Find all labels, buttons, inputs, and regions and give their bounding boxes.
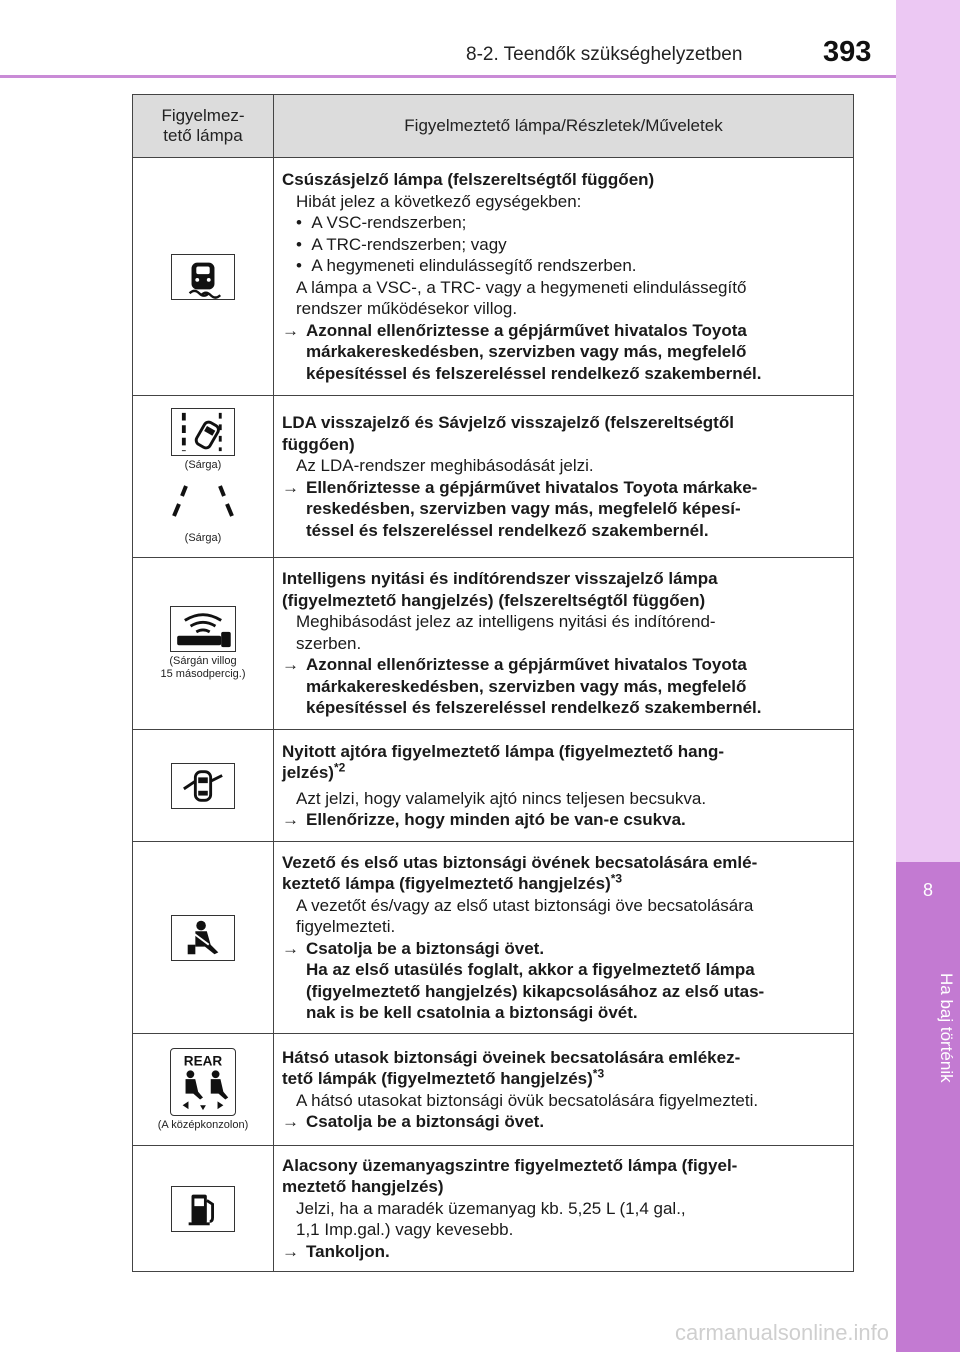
lamp-title: Hátsó utasok biztonsági öveinek becsatolására emlékez- (282, 1047, 741, 1067)
smart-key-icon (170, 606, 236, 652)
column-header-lamp: Figyelmez- tető lámpa (133, 95, 274, 158)
list-item: • A TRC-rendszerben; vagy (296, 234, 507, 254)
rear-seatbelt-icon (170, 1048, 236, 1116)
lamp-title: Vezető és első utas biztonsági övének becsatolására emlé- (282, 852, 758, 872)
lamp-caption: (A középkonzolon) (157, 1118, 249, 1131)
chapter-title: Ha baj történik (937, 973, 956, 1083)
table-row (133, 1034, 854, 1146)
lamp-title: Nyitott ajtóra figyelmeztető lámpa (figyelmeztető hang- (282, 741, 725, 761)
action-text: → Azonnal ellenőriztesse a gépjárművet hivatalos Toyota (282, 655, 747, 675)
lane-lines-icon (170, 478, 236, 524)
seatbelt-icon (171, 915, 235, 961)
lamp-cell (133, 396, 274, 558)
section-title: 8-2. Teendők szükséghelyzetben (466, 44, 743, 65)
warning-lamp-table (132, 94, 854, 1272)
slip-indicator-icon (171, 254, 235, 300)
lamp-title: Intelligens nyitási és indítórendszer visszajelző lámpa (282, 569, 718, 589)
lamp-description: Csúszásjelző lámpa (felszereltségtől függően) Hibát jelez a következő egységekben: • A VSC-rendszerben; • A TRC-rendszerben; vagy • A hegymeneti elindulássegítő rendszerben. A lámpa a VSC-, a TRC- vagy a hegymeneti elindulássegítő rendszer működésekor villog. → Azonnal ellenőriztesse a gépjárművet hivatalos Toyota márkakereskedésben, szervizben vagy más, megfelelő képesítéssel és felszereléssel rendelkező szakembernél. (274, 158, 854, 396)
table-row (133, 1146, 854, 1272)
sidebar-chapter-tab[interactable] (896, 862, 960, 1352)
lda-car-icon (171, 408, 235, 456)
footnote-marker: *2 (333, 760, 346, 775)
action-text: → Csatolja be a biztonsági övet. (282, 1112, 545, 1131)
lamp-caption: (Sárga) (184, 532, 222, 544)
lamp-description: Hátsó utasok biztonsági öveinek becsatolására emlékez- tető lámpák (figyelmeztető hangjelzés)$^{*3}$ A hátsó utasokat biztonsági övük becsatolására figyelmezteti. → Csatolja be a biztonsági övet. (274, 1034, 854, 1146)
lamp-cell (133, 158, 274, 396)
table-row (133, 730, 854, 842)
page-header (0, 0, 896, 80)
action-text: → Ellenőriztesse a gépjárművet hivatalos Toyota márkake- (282, 477, 758, 497)
list-item: • A hegymeneti elindulássegítő rendszerben. (296, 256, 637, 275)
action-text: → Tankoljon. (282, 1241, 390, 1261)
table-row (133, 842, 854, 1034)
table-row (133, 558, 854, 730)
lamp-cell (133, 1034, 274, 1146)
lamp-description: Alacsony üzemanyagszintre figyelmeztető lámpa (figyel- meztető hangjelzés) Jelzi, ha a maradék üzemanyag kb. 5,25 L (1,4 gal., 1,1 Imp.gal.) vagy kevesebb. → Tankoljon. (274, 1146, 854, 1272)
sidebar-tab-background (896, 0, 960, 862)
chapter-number: 8 (922, 880, 933, 900)
lamp-caption: (Sárga) (184, 459, 222, 471)
lamp-description: Vezető és első utas biztonsági övének becsatolására emlé- keztető lámpa (figyelmeztető hangjelzés)$^{*3}$ A vezetőt és/vagy az első utast biztonsági öve becsatolására figyelmezteti. → Csatolja be a biztonsági övet. Ha az első utasülés foglalt, akkor a figyelmeztető lámpa (figyelmeztető hangjelzés) kikapcsolásához az első utas- nak is be kell csatolnia a biztonsági övét. (274, 842, 854, 1034)
lamp-cell (133, 730, 274, 842)
table-header-row (133, 95, 854, 158)
lamp-cell (133, 1146, 274, 1272)
lamp-caption: (Sárgán villog 15 másodpercig.) (160, 655, 246, 680)
column-header-details: Figyelmeztető lámpa/Részletek/Műveletek (274, 95, 854, 158)
header-divider (0, 75, 896, 78)
fuel-pump-icon (171, 1186, 235, 1232)
footnote-marker: *3 (610, 871, 623, 886)
table-row (133, 158, 854, 396)
lamp-description: LDA visszajelző és Sávjelző visszajelző (felszereltségtől függően) Az LDA-rendszer meghibásodását jelzi. → Ellenőriztesse a gépjárművet hivatalos Toyota márkake- reskedésben, szervizben vagy más, megfelelő képesí- téssel és felszereléssel rendelkező szakembernél. (274, 396, 854, 558)
page-number: 393 (823, 36, 872, 68)
lamp-cell (133, 558, 274, 730)
action-text: → Azonnal ellenőriztesse a gépjárművet hivatalos Toyota (282, 320, 747, 340)
svg-text:REAR: REAR (183, 1053, 223, 1069)
action-text: → Csatolja be a biztonsági övet. (282, 938, 545, 958)
table-row (133, 396, 854, 558)
lamp-cell (133, 842, 274, 1034)
lamp-title: Csúszásjelző lámpa (felszereltségtől függően) (282, 170, 655, 189)
lamp-title: Alacsony üzemanyagszintre figyelmeztető lámpa (figyel- (282, 1155, 738, 1175)
action-text: → Ellenőrizze, hogy minden ajtó be van-e csukva. (282, 810, 686, 829)
lamp-description: Nyitott ajtóra figyelmeztető lámpa (figyelmeztető hang- jelzés)$^{*2}$ Azt jelzi, hogy valamelyik ajtó nincs teljesen becsukva. → Ellenőrizze, hogy minden ajtó be van-e csukva. (274, 730, 854, 842)
footnote-marker: *3 (592, 1066, 605, 1081)
open-door-icon (171, 763, 235, 809)
lamp-title: LDA visszajelző és Sávjelző visszajelző (felszereltségtől (282, 413, 734, 432)
watermark: carmanualsonline.info (675, 1320, 890, 1345)
list-item: • A VSC-rendszerben; (296, 213, 467, 232)
lamp-description: Intelligens nyitási és indítórendszer visszajelző lámpa (figyelmeztető hangjelzés) (felszereltségtől függően) Meghibásodást jelez az intelligens nyitási és indítórend- szerben. → Azonnal ellenőriztesse a gépjárművet hivatalos Toyota márkakereskedésben, szervizben vagy más, megfelelő képesítéssel és felszereléssel rendelkező szakembernél. (274, 558, 854, 730)
